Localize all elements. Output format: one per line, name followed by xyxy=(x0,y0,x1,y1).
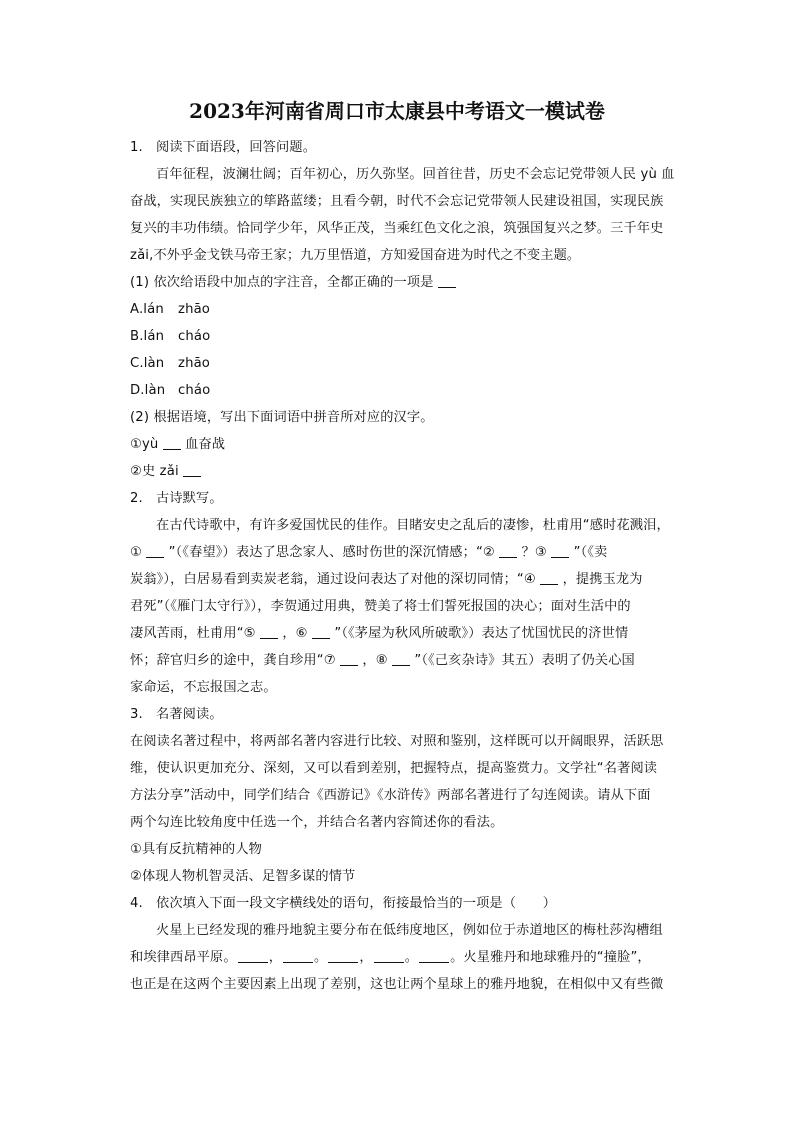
answer-blank[interactable] xyxy=(540,570,558,585)
fill-item-1: ①yù 血奋战 xyxy=(130,437,226,452)
page-title: 2023年河南省周口市太康县中考语文一模试卷 xyxy=(189,99,605,123)
poem-line: 在古代诗歌中，有许多爱国忧民的佳作。目睹安史之乱后的凄惨，杜甫用“感时花溅泪， xyxy=(156,518,670,533)
answer-blank[interactable] xyxy=(163,435,181,450)
answer-blank[interactable] xyxy=(183,462,201,477)
option-a[interactable]: A.lán zhāo xyxy=(130,302,211,317)
question-number: 2. xyxy=(130,491,143,506)
question-number: 4. xyxy=(130,896,143,911)
answer-blank[interactable] xyxy=(312,624,330,639)
option-c[interactable]: C.làn zhāo xyxy=(130,356,211,371)
passage-line: zǎi,不外乎金戈铁马帝王家；九万里悟道，方知爱国奋进为时代之不变主题。 xyxy=(130,248,581,263)
question-1-stem: 1. 阅读下面语段，回答问题。 xyxy=(130,134,694,161)
fill-item-2: ②史 zǎi xyxy=(130,458,694,485)
poem-line: 怀；辞官归乡的途中，龚自珍用“⑦ ，⑧ ”（《己亥杂诗》其五）表明了仍关心国 xyxy=(130,653,635,668)
answer-blank[interactable] xyxy=(499,543,517,558)
question-number: 1. xyxy=(130,140,143,155)
passage-line: 也正是在这两个主要因素上出现了差别，这也让两个星球上的雅丹地貌，在相似中又有些微 xyxy=(130,977,664,992)
passage-line: 和埃律西昂平原。 ， 。 ， 。 。火星雅丹和地球雅丹的“撞脸”， xyxy=(130,950,651,965)
sub-question-2: (2) 根据语境，写出下面词语中拼音所对应的汉字。 xyxy=(130,410,434,425)
answer-blank[interactable] xyxy=(340,651,358,666)
option-b[interactable]: B.lán cháo xyxy=(130,329,211,344)
answer-blank[interactable] xyxy=(283,948,313,963)
poem-line: 凄风苦雨，杜甫用“⑤ ，⑥ ”（《茅屋为秋风所破歌》）表达了忧国忧民的济世情 xyxy=(130,626,629,641)
poem-line: 君死”（《雁门太守行》），李贺通过用典，赞美了将士们誓死报国的决心；面对生活中的 xyxy=(130,599,631,614)
passage-line: 火星上已经发现的雅丹地貌主要分布在低纬度地区，例如位于赤道地区的梅杜莎沟槽组 xyxy=(156,923,663,938)
answer-blank[interactable] xyxy=(260,624,278,639)
poem-line: 家命运，不忘报国之志。 xyxy=(130,680,277,695)
answer-blank[interactable] xyxy=(328,948,358,963)
passage-line: 复兴的丰功伟绩。恰同学少年，风华正茂，当乘红色文化之浪，筑强国复兴之梦。三千年史 xyxy=(130,221,664,236)
reading-line: 两个勾连比较角度中任选一个，并结合名著内容简述你的看法。 xyxy=(130,815,504,830)
passage-line: 百年征程，波澜壮阔；百年初心，历久弥坚。回首往昔，历史不会忘记党带领人民 yù 血 xyxy=(156,167,675,182)
question-2-stem: 2. 古诗默写。 xyxy=(130,485,694,512)
answer-blank[interactable] xyxy=(238,948,268,963)
option-d[interactable]: D.làn cháo xyxy=(130,383,211,398)
poem-line: 炭翁》），白居易看到卖炭老翁，通过设问表达了对他的深切同情；“④ ，提携玉龙为 xyxy=(130,572,643,587)
answer-blank[interactable] xyxy=(392,651,410,666)
reading-line: 维，使认识更加充分、深刻，又可以看到差别，把握特点，提高鉴赏力。文学社“名著阅读 xyxy=(130,761,658,776)
question-number: 3. xyxy=(130,707,143,722)
question-4-stem: 4. 依次填入下面一段文字横线处的语句，衔接最恰当的一项是（ ） xyxy=(130,890,694,917)
answer-blank[interactable] xyxy=(374,948,404,963)
choice-option-1: ①具有反抗精神的人物 xyxy=(130,842,263,857)
answer-blank[interactable] xyxy=(438,273,456,288)
passage-line: 奋战，实现民族独立的筚路蓝缕；且看今朝，时代不会忘记党带领人民建设祖国，实现民族 xyxy=(130,194,664,209)
choice-option-2: ②体现人物机智灵活、足智多谋的情节 xyxy=(130,869,356,884)
poem-line: ① ”（《春望》）表达了思念家人、感时伤世的深沉情感；“② ？③ ”（《卖 xyxy=(130,545,608,560)
question-3-stem: 3. 名著阅读。 xyxy=(130,701,694,728)
reading-line: 方法分享”活动中，同学们结合《西游记》《水浒传》两部名著进行了勾连阅读。请从下面 xyxy=(130,788,651,803)
reading-line: 在阅读名著过程中，将两部名著内容进行比较、对照和鉴别，这样既可以开阔眼界，活跃思 xyxy=(130,734,664,749)
answer-blank[interactable] xyxy=(551,543,569,558)
answer-blank[interactable] xyxy=(419,948,449,963)
sub-question-1: (1) 依次给语段中加点的字注音，全都正确的一项是 xyxy=(130,269,694,296)
answer-blank[interactable] xyxy=(146,543,164,558)
exam-content xyxy=(130,134,694,998)
